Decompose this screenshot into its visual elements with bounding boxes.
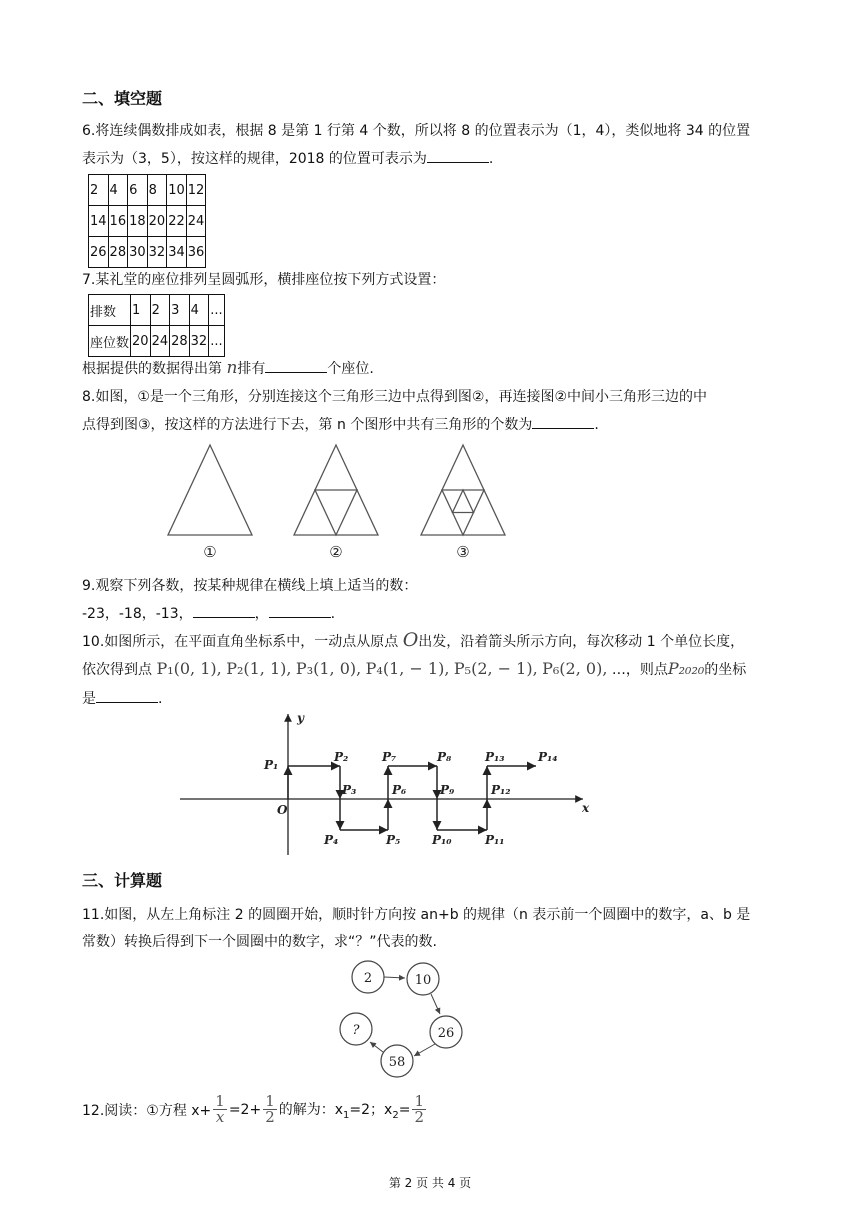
q7-answer-blank: [265, 358, 327, 373]
q12-eq2: =: [398, 1101, 411, 1118]
x-axis-label: x: [582, 801, 590, 815]
label-p3: P₃: [342, 783, 357, 797]
q7-var-n: n: [226, 358, 238, 378]
q10-line2-mid: …，则点: [611, 662, 668, 678]
q12-line1: [82, 1094, 428, 1125]
q7-row: [89, 295, 225, 326]
q10-answer-blank: [96, 688, 158, 703]
q11-line2: 常数）转换后得到下一个圆圈中的数字，求“？”代表的数.: [82, 934, 437, 950]
frac3-num: 1: [414, 1092, 425, 1110]
q6-row: [89, 237, 206, 268]
q7-line2-mid: 排有: [237, 361, 266, 377]
q9-sep: ，: [254, 606, 269, 622]
triangle-figure-3: [421, 445, 505, 535]
q8-line2-text: 点得到图③，按这样的方法进行下去，第 n 个图形中共有三角形的个数为: [82, 417, 533, 433]
q8-line1: 8.如图，①是一个三角形，分别连接这个三角形三边中点得到图②，再连接图②中间小三角形三边的中: [82, 389, 708, 405]
circle-value-26: 26: [437, 1026, 455, 1041]
q11-circle-cycle: [330, 955, 490, 1085]
q10-tail: .: [158, 691, 163, 707]
q10-point-p2: P₂(1, 1),: [226, 659, 292, 678]
circle-value-10: 10: [414, 973, 432, 988]
q6-cell: 30: [128, 237, 148, 268]
q6-row: [89, 175, 206, 206]
q6-line1: 6.将连续偶数排成如表，根据 8 是第 1 行第 4 个数，所以将 8 的位置表示为（1，4），类似地将 34 的位置: [82, 123, 751, 139]
section-title-calculation: 三、计算题: [82, 871, 163, 890]
q7-line1: 7.某礼堂的座位排列呈圆弧形，横排座位按下列方式设置：: [82, 272, 446, 288]
q6-cell: 6: [128, 175, 148, 206]
q8-line2: [82, 414, 599, 435]
q10-line2-post: 的坐标: [704, 662, 747, 678]
q6-cell: 22: [167, 206, 187, 237]
q6-cell: 4: [108, 175, 128, 206]
q9-tail: .: [330, 606, 336, 622]
q11-line1: 11.如图，从左上角标注 2 的圆圈开始，顺时针方向按 an+b 的规律（n 表示前一个圆圈中的数字，a、b 是: [82, 907, 751, 923]
q6-cell: 32: [147, 237, 167, 268]
figure-label-2: ②: [329, 543, 343, 561]
q7-cell: 32: [189, 326, 209, 357]
q9-line1: 9.观察下列各数，按某种规律在横线上填上适当的数：: [82, 578, 418, 594]
q6-row: [89, 206, 206, 237]
circle-value-58: 58: [388, 1055, 406, 1070]
q12-fraction-1-over-2: [263, 1094, 277, 1125]
y-axis-label: y: [297, 711, 304, 725]
q12-solution: [279, 1099, 411, 1121]
q8-triangle-figures: [150, 440, 530, 565]
q7-cell: 座位数: [89, 326, 131, 357]
label-p11: P₁₁: [485, 833, 505, 847]
q7-cell: 1: [131, 295, 151, 326]
q6-cell: 34: [167, 237, 187, 268]
movement-path: [288, 766, 536, 830]
q7-row: [89, 326, 225, 357]
q12-sub1: 1: [343, 1109, 350, 1121]
q7-cell: ...: [209, 326, 224, 357]
q12-fraction-1-over-x: [213, 1094, 227, 1125]
q6-cell: 16: [108, 206, 128, 237]
q6-line2-text: 表示为（3，5），按这样的规律，2018 的位置可表示为: [82, 151, 427, 167]
circle-value-question: ?: [352, 1023, 360, 1038]
section-title-fill-in: 二、填空题: [82, 89, 163, 108]
q12-mid: =2+: [228, 1101, 262, 1118]
q10-point-p5: P₅(2, − 1),: [453, 659, 538, 678]
q7-seat-table: [88, 294, 225, 357]
frac2-num: 1: [265, 1092, 275, 1110]
q9-answer-blank-1: [193, 603, 255, 618]
frac3-den: 2: [414, 1108, 425, 1126]
q6-tail: .: [488, 151, 494, 167]
q10-line2-pre: 依次得到点: [82, 662, 157, 678]
q7-line2: [82, 358, 374, 379]
q10-line3-pre: 是: [82, 691, 96, 707]
q10-point-p1: P₁(0, 1),: [156, 659, 222, 678]
q12-pre: 12.阅读：①方程 x+: [82, 1102, 212, 1119]
figure-label-3: ③: [456, 543, 470, 561]
q9-line2: [82, 603, 335, 624]
q6-cell: 24: [186, 206, 206, 237]
q10-line1-post: 出发，沿着箭头所示方向，每次移动 1 个单位长度，: [418, 634, 745, 650]
q10-point-p4: P₄(1, − 1),: [365, 659, 450, 678]
q7-line2-post: 个座位.: [327, 361, 374, 377]
label-p4: P₄: [324, 833, 339, 847]
q10-point-p6: P₆(2, 0),: [542, 659, 608, 678]
q12-sub2: 2: [392, 1109, 399, 1121]
q7-cell: 3: [170, 295, 190, 326]
q12-eq1: =2；x: [349, 1101, 393, 1118]
circle-value-2: 2: [363, 971, 373, 986]
page-footer: 第 2 页 共 4 页: [388, 1176, 472, 1190]
q6-cell: 10: [167, 175, 187, 206]
q7-cell: 排数: [89, 295, 131, 326]
q8-tail: .: [594, 417, 599, 433]
label-p14: P₁₄: [538, 750, 558, 764]
q6-line2: [82, 148, 493, 169]
q10-p2020: P₂₀₂₀: [667, 659, 705, 678]
q12-fraction-solution: [412, 1094, 426, 1125]
q10-coordinate-figure: [178, 710, 598, 860]
label-p10: P₁₀: [432, 833, 452, 847]
q7-cell: ...: [209, 295, 224, 326]
q6-cell: 28: [108, 237, 128, 268]
label-p5: P₅: [386, 833, 401, 847]
figure-label-1: ①: [203, 543, 217, 561]
label-p7: P₇: [382, 750, 397, 764]
q6-cell: 8: [147, 175, 167, 206]
q7-cell: 2: [150, 295, 170, 326]
q6-cell: 20: [147, 206, 167, 237]
q12-post: 的解为：x: [278, 1101, 344, 1118]
frac2-den: 2: [265, 1108, 275, 1126]
frac1-num: 1: [215, 1092, 225, 1110]
frac1-den: x: [215, 1108, 225, 1126]
q10-line2: [82, 659, 746, 680]
q10-line1: [82, 630, 744, 652]
q7-cell: 20: [131, 326, 151, 357]
q7-cell: 24: [150, 326, 170, 357]
q7-cell: 4: [189, 295, 209, 326]
label-p13: P₁₃: [485, 750, 505, 764]
q10-line1-pre: 10.如图所示，在平面直角坐标系中，一动点从原点: [82, 634, 403, 650]
q9-answer-blank-2: [269, 603, 331, 618]
label-p2: P₂: [334, 750, 349, 764]
q10-point-p3: P₃(1, 0),: [295, 659, 362, 678]
label-p9: P₉: [440, 783, 455, 797]
q6-cell: 26: [89, 237, 109, 268]
triangle-figure-1: [168, 445, 252, 535]
label-p6: P₆: [392, 783, 407, 797]
label-p1: P₁: [264, 758, 279, 772]
q10-origin-o: O: [402, 629, 419, 651]
q6-answer-blank: [427, 148, 489, 163]
q6-cell: 12: [186, 175, 206, 206]
label-p8: P₈: [437, 750, 452, 764]
q6-cell: 36: [186, 237, 206, 268]
q10-line3: [82, 688, 162, 709]
q6-cell: 2: [89, 175, 109, 206]
q7-cell: 28: [170, 326, 190, 357]
q8-answer-blank: [532, 414, 594, 429]
q6-even-number-table: [88, 174, 206, 268]
triangle-figure-2: [294, 445, 378, 535]
q9-sequence: -23，-18，-13，: [82, 606, 193, 622]
label-p12: P₁₂: [491, 783, 511, 797]
origin-label: O: [277, 803, 288, 817]
q6-cell: 18: [128, 206, 148, 237]
q7-line2-pre: 根据提供的数据得出第: [82, 361, 227, 377]
q6-cell: 14: [89, 206, 109, 237]
